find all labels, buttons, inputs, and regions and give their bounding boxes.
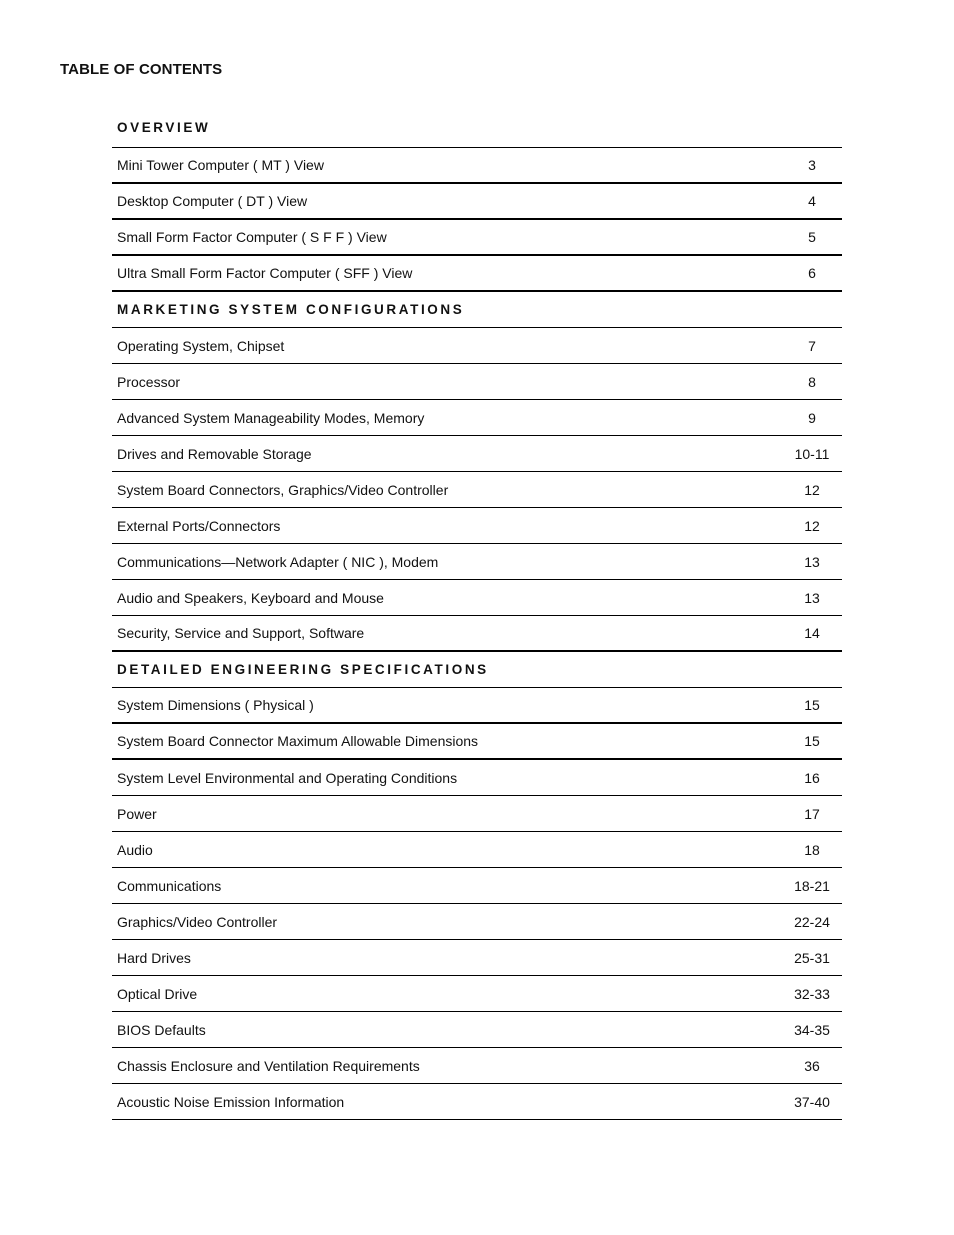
toc-entry[interactable] [112, 940, 842, 976]
toc-entry-page: 15 [804, 733, 820, 749]
toc-entry-label: Ultra Small Form Factor Computer ( SFF ) View [117, 265, 413, 281]
toc-entry[interactable] [112, 220, 842, 256]
toc-entry-label: Desktop Computer ( DT ) View [117, 193, 308, 209]
toc-entry[interactable] [112, 364, 842, 400]
toc-entry[interactable] [112, 1012, 842, 1048]
toc-entry[interactable] [112, 868, 842, 904]
toc-entry-label: External Ports/Connectors [117, 517, 281, 534]
toc-entry-page: 37-40 [794, 1093, 830, 1110]
toc-entry-page: 17 [804, 805, 820, 822]
toc-entry-label: Graphics/Video Controller [117, 913, 278, 930]
toc-entry-label: Drives and Removable Storage [117, 445, 312, 462]
toc-entry[interactable] [112, 760, 842, 796]
toc-entry-label: Small Form Factor Computer ( S F F ) View [117, 229, 387, 245]
toc-entry-page: 8 [808, 373, 816, 390]
toc-entry-page: 9 [808, 409, 816, 426]
toc-entry-page: 14 [804, 625, 820, 641]
toc-entry[interactable] [112, 508, 842, 544]
toc-entry-page: 36 [804, 1057, 820, 1074]
toc-entry-label: Hard Drives [117, 949, 191, 966]
toc-entry-page: 13 [804, 553, 820, 570]
toc-entry-label: Security, Service and Support, Software [117, 625, 365, 641]
toc-entry-page: 18 [804, 841, 820, 858]
toc-entry-page: 18-21 [794, 877, 830, 894]
toc-entry[interactable] [112, 616, 842, 652]
table-of-contents [112, 106, 842, 1120]
toc-entry-label: Power [117, 805, 157, 822]
toc-entry[interactable] [112, 832, 842, 868]
section-header-marketing: MARKETING SYSTEM CONFIGURATIONS [112, 292, 842, 328]
toc-entry-page: 7 [808, 337, 816, 354]
toc-entry-label: Advanced System Manageability Modes, Memory [117, 409, 425, 426]
toc-entry-label: Acoustic Noise Emission Information [117, 1093, 345, 1110]
toc-entry-page: 10-11 [794, 445, 830, 462]
toc-entry[interactable] [112, 256, 842, 292]
toc-entry[interactable] [112, 688, 842, 724]
toc-entry[interactable] [112, 400, 842, 436]
toc-entry-page: 3 [808, 157, 816, 173]
toc-entry-page: 13 [804, 589, 820, 606]
toc-entry-label: Communications—Network Adapter ( NIC ), Modem [117, 553, 439, 570]
toc-entry-page: 12 [804, 517, 820, 534]
toc-entry-label: System Board Connector Maximum Allowable Dimensions [117, 733, 479, 749]
toc-entry-page: 5 [808, 229, 816, 245]
toc-entry-page: 16 [804, 769, 820, 786]
section-header-overview: OVERVIEW [112, 106, 842, 148]
toc-entry-page: 25-31 [794, 949, 830, 966]
page-title: TABLE OF CONTENTS [60, 61, 223, 78]
toc-entry[interactable] [112, 724, 842, 760]
toc-entry[interactable] [112, 436, 842, 472]
toc-entry-page: 32-33 [794, 985, 830, 1002]
toc-entry[interactable] [112, 796, 842, 832]
toc-entry-label: System Level Environmental and Operating Conditions [117, 769, 458, 786]
toc-entry-label: Audio and Speakers, Keyboard and Mouse [117, 589, 384, 606]
toc-entry-label: Chassis Enclosure and Ventilation Requirements [117, 1057, 420, 1074]
toc-entry[interactable] [112, 976, 842, 1012]
toc-entry[interactable] [112, 904, 842, 940]
toc-entry-page: 4 [808, 193, 816, 209]
toc-entry-page: 22-24 [794, 913, 830, 930]
toc-entry[interactable] [112, 184, 842, 220]
toc-entry[interactable] [112, 580, 842, 616]
toc-entry-label: Optical Drive [117, 985, 198, 1002]
toc-entry-label: System Dimensions ( Physical ) [117, 697, 314, 713]
toc-entry-label: BIOS Defaults [117, 1021, 206, 1038]
toc-entry[interactable] [112, 472, 842, 508]
toc-entry[interactable] [112, 1048, 842, 1084]
toc-entry-label: Communications [117, 877, 222, 894]
toc-entry-page: 12 [804, 481, 820, 498]
toc-entry[interactable] [112, 328, 842, 364]
toc-entry-page: 6 [808, 265, 816, 281]
toc-entry-page: 15 [804, 697, 820, 713]
toc-entry-label: Operating System, Chipset [117, 337, 285, 354]
toc-entry[interactable] [112, 148, 842, 184]
toc-entry-label: Processor [117, 373, 181, 390]
toc-entry[interactable] [112, 544, 842, 580]
toc-entry-label: Audio [117, 841, 153, 858]
toc-entry-page: 34-35 [794, 1021, 830, 1038]
toc-entry-label: Mini Tower Computer ( MT ) View [117, 157, 324, 173]
section-header-engineering: DETAILED ENGINEERING SPECIFICATIONS [112, 652, 842, 688]
toc-entry-label: System Board Connectors, Graphics/Video Controller [117, 481, 449, 498]
toc-entry[interactable] [112, 1084, 842, 1120]
